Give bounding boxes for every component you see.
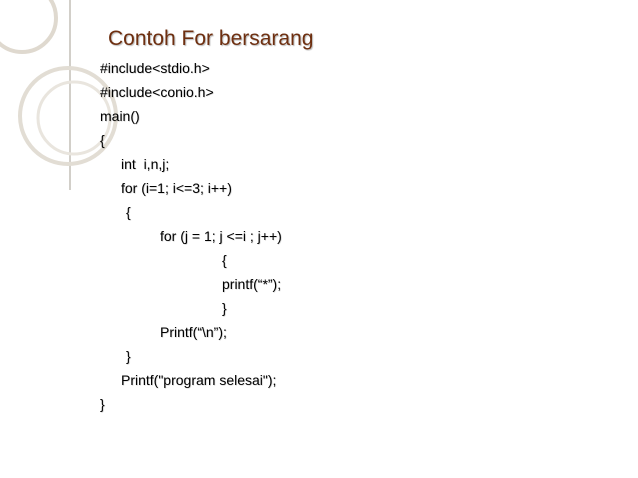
code-line-inner-open: { <box>222 252 227 268</box>
circle-outline-icon <box>0 0 56 52</box>
code-line-outer-open: { <box>126 204 131 220</box>
code-line-printf-star: printf(“*”); <box>222 276 282 292</box>
code-line-include-stdio: #include<stdio.h> <box>100 60 210 76</box>
code-line-declaration: int i,n,j; <box>121 156 170 172</box>
slide-title: Contoh For bersarang <box>108 27 314 50</box>
code-line-inner-close: } <box>222 300 227 316</box>
code-line-outer-for: for (i=1; i<=3; i++) <box>121 180 232 196</box>
code-line-printf-selesai: Printf("program selesai"); <box>121 372 277 388</box>
code-line-include-conio: #include<conio.h> <box>100 84 214 100</box>
code-line-inner-for: for (j = 1; j <=i ; j++) <box>160 228 282 244</box>
code-line-outer-close: } <box>126 348 131 364</box>
code-line-printf-newline: Printf(“\n”); <box>160 324 227 340</box>
code-line-main: main() <box>100 108 140 124</box>
code-line-open-brace: { <box>100 132 105 148</box>
code-line-close-brace: } <box>100 396 105 412</box>
